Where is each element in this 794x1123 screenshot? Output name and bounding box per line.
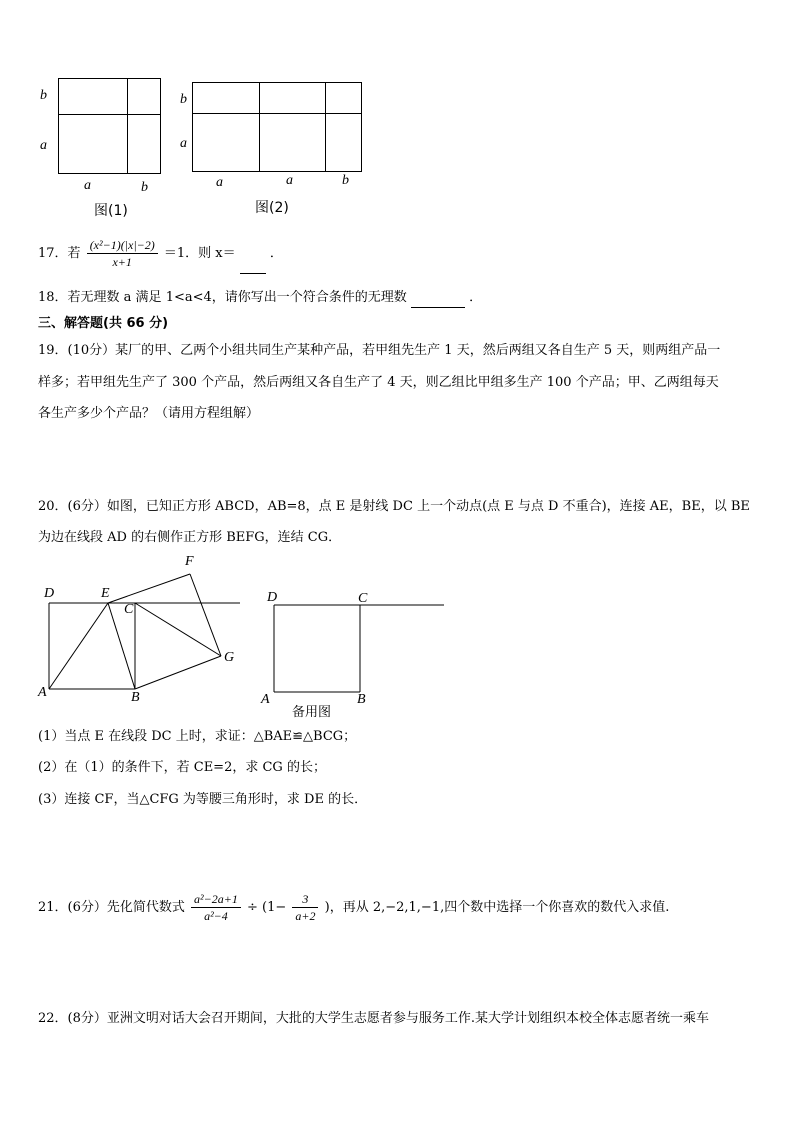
q21-frac1-numerator: a²−2a+1 [191,891,241,908]
q20-backup-label-D: D [267,590,278,605]
q19-line-3: 各生产多少个产品？（请用方程组解） [38,406,260,421]
fig2-caption: 图(2) [255,200,289,216]
q19-line-2: 样多；若甲组先生产了 300 个产品，然后两组又各自生产了 4 天，则乙组比甲组多生产 100 个产品；甲、乙两组每天 [38,375,719,390]
q18-text: 18．若无理数 a 满足 1<a<4，请你写出一个符合条件的无理数 [38,290,407,305]
q17-denominator: x+1 [112,255,132,269]
fig1-bottom-b: b [141,180,148,195]
q20-label-F: F [185,554,194,569]
q17-number: 17．若 [38,246,81,261]
q20-label-G: G [224,650,235,665]
fig1-caption: 图(1) [94,203,128,219]
fig1-label-b: b [40,88,47,103]
q17-numerator: (x²−1)(|x|−2) [87,237,158,254]
fig2-label-b: b [180,92,187,107]
q21-operator: ÷ (1− [246,900,287,915]
q21-frac2-denominator: a+2 [295,909,316,923]
q18-end: ． [469,290,483,305]
q21-frac2-numerator: 3 [292,891,318,908]
q19-line-1: 19．(10分）某厂的甲、乙两个小组共同生产某种产品，若甲组先生产 1 天，然后两组又各自生产 5 天，则两组产品一 [38,343,721,358]
fig1-bottom-a: a [84,178,91,193]
q17-tail: ＝1．则 x＝ [163,246,236,261]
q20-part-1: (1）当点 E 在线段 DC 上时，求证：△BAE≌△BCG； [38,729,357,744]
fig2-bottom-b: b [342,173,349,188]
q21-frac1-denominator: a²−4 [204,909,228,923]
q17-end: ． [269,246,283,261]
q20-part-3: (3）连接 CF，当△CFG 为等腰三角形时，求 DE 的长． [38,792,368,807]
q22-line-1: 22．(8分）亚洲文明对话大会召开期间，大批的大学生志愿者参与服务工作.某大学计划组织本校全体志愿者统一乘车 [38,1011,710,1026]
question-21 [38,888,669,928]
q20-line-2: 为边在线段 AD 的右侧作正方形 BEFG，连结 CG． [38,530,342,545]
q20-label-D: D [44,586,55,601]
fig2-label-a: a [180,136,187,151]
q20-label-E: E [101,586,110,601]
q20-backup-caption: 备用图 [292,705,332,720]
q21-fraction-1 [191,891,241,924]
q20-label-A: A [38,685,47,700]
q20-backup-label-B: B [357,692,366,707]
q20-label-C: C [124,602,134,617]
q20-label-B: B [131,690,140,705]
q20-line-1: 20．(6分）如图，已知正方形 ABCD，AB=8，点 E 是射线 DC 上一个动点(点 E 与点 D 不重合)，连接 AE，BE，以 BE [38,499,750,514]
fig1-label-a: a [40,138,47,153]
q21-fraction-2 [292,891,318,924]
q20-backup-label-C: C [358,591,368,606]
q21-suffix: )，再从 2,−2,1,−1,四个数中选择一个你喜欢的数代入求值. [324,900,670,915]
fig2-bottom-a1: a [216,175,223,190]
q20-backup-label-A: A [261,692,270,707]
q20-part-2: (2）在（1）的条件下，若 CE=2，求 CG 的长； [38,760,326,775]
q21-prefix: 21．(6分）先化简代数式 [38,900,185,915]
fig2-bottom-a2: a [286,173,293,188]
section-3-heading: 三、解答题(共 66 分) [38,316,169,331]
